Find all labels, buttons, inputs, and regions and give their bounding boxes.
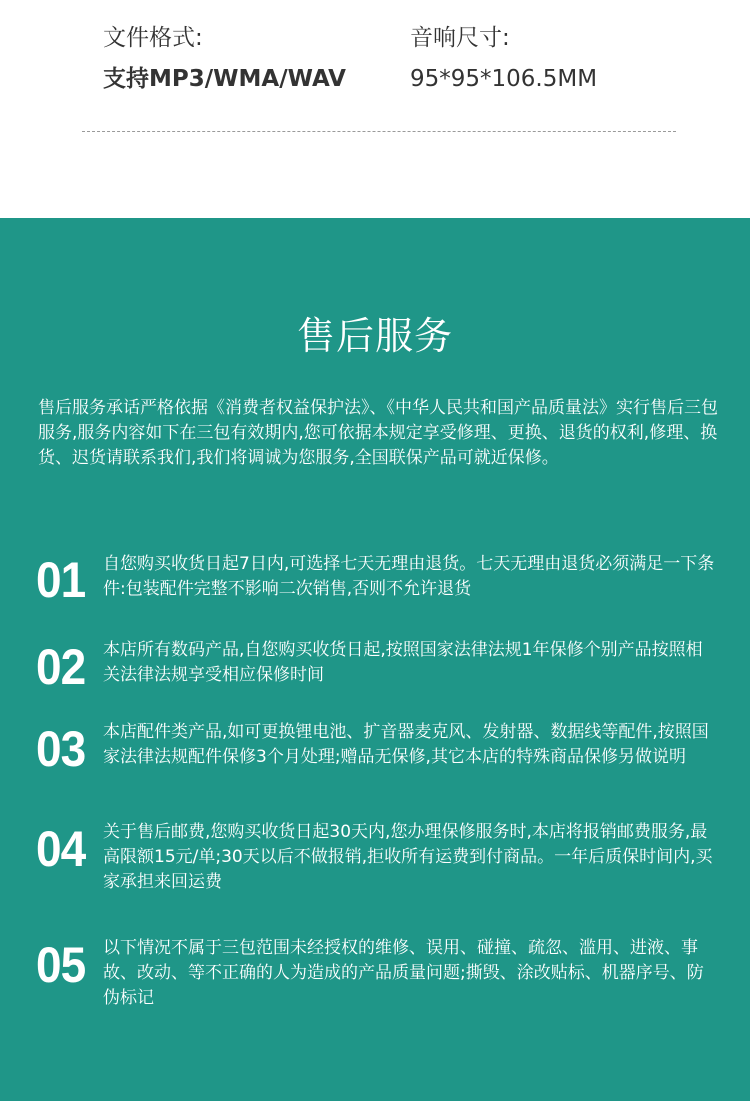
item-number: 01 <box>36 552 86 608</box>
item-text: 本店配件类产品,如可更换锂电池、扩音器麦克风、发射器、数据线等配件,按照国家法律法规配件保修3个月处理;赠品无保修,其它本店的特殊商品保修另做说明 <box>103 722 709 767</box>
intro-paragraph: 售后服务承话严格依据《消费者权益保护法》、《中华人民共和国产品质量法》实行售后三包服务,服务内容如下在三包有效期内,您可依据本规定享受修理、更换、退货的权利,修理、换货、迟货请联系我们,我们将调诚为您服务,全国联保产品可就近保修。 <box>38 398 718 468</box>
item-text: 关于售后邮费,您购买收货日起30天内,您办理保修服务时,本店将报销邮费服务,最高限额15元/单;30天以后不做报销,拒收所有运费到付商品。一年后质保时间内,买家承担来回运费 <box>103 822 713 892</box>
size-label: 音响尺寸: <box>410 25 510 51</box>
item-text: 以下情况不属于三包范围未经授权的维修、误用、碰撞、疏忽、滥用、进液、事故、改动、等不正确的人为造成的产品质量问题;撕毁、涂改贴标、机器序号、防伪标记 <box>103 938 704 1008</box>
item-number: 05 <box>36 937 86 993</box>
item-text: 本店所有数码产品,自您购买收货日起,按照国家法律法规1年保修个别产品按照相关法律法规享受相应保修时间 <box>103 640 703 685</box>
format-spec <box>103 20 346 97</box>
dashed-divider <box>82 131 676 132</box>
item-number: 04 <box>36 821 86 877</box>
item-number: 02 <box>36 639 86 695</box>
format-label: 文件格式: <box>103 25 203 51</box>
format-value: 支持MP3/WMA/WAV <box>103 66 346 92</box>
item-number: 03 <box>36 721 86 777</box>
after-sales-section <box>0 218 750 1101</box>
section-title: 售后服务 <box>296 314 453 358</box>
size-value: 95*95*106.5MM <box>410 66 598 92</box>
spec-section <box>0 0 750 218</box>
item-text: 自您购买收货日起7日内,可选择七天无理由退货。七天无理由退货必须满足一下条件:包装配件完整不影响二次销售,否则不允许退货 <box>103 554 715 599</box>
size-spec <box>410 20 597 97</box>
